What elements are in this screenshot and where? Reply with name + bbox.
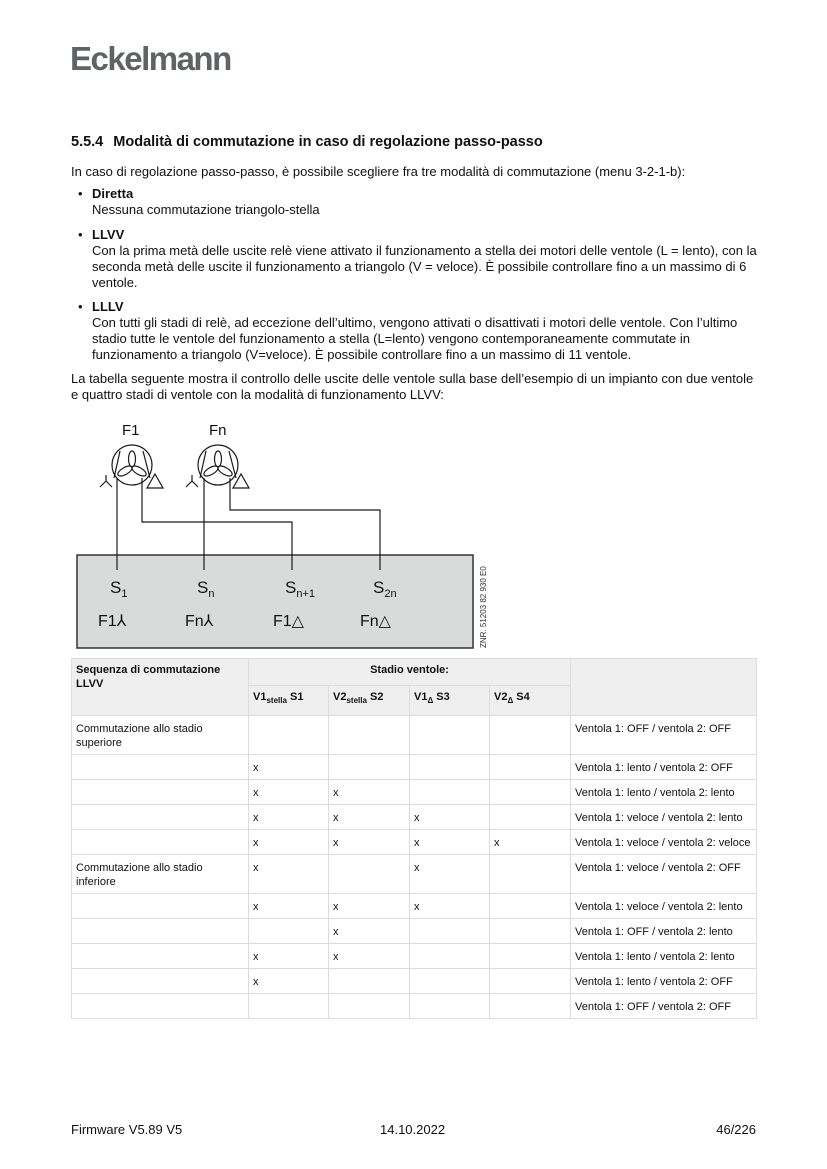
table-row <box>72 855 757 894</box>
table-row <box>72 830 757 855</box>
cell-s1: x <box>249 894 329 919</box>
terminal-box <box>77 555 473 648</box>
cell-result: Ventola 1: veloce / ventola 2: lento <box>571 805 757 830</box>
cell-result: Ventola 1: lento / ventola 2: lento <box>571 944 757 969</box>
bullet-title: LLLV <box>92 299 124 314</box>
cell-s3 <box>410 716 490 755</box>
fan-label: F1 <box>122 422 140 439</box>
cell-s1 <box>249 994 329 1019</box>
table-row <box>72 994 757 1019</box>
bullet-llvv <box>78 227 768 295</box>
cell-s3 <box>410 780 490 805</box>
cell-s3: x <box>410 805 490 830</box>
table-row <box>72 755 757 780</box>
bullet-title: Diretta <box>92 186 134 201</box>
cell-s4 <box>490 780 571 805</box>
output-sn-label: $S_n$ <box>197 578 215 600</box>
bullet-body: Nessuna commutazione triangolo-stella <box>92 202 320 217</box>
cell-sequence: Commutazione allo stadio superiore <box>72 716 249 755</box>
footer-page-number: 46/226 <box>716 1122 756 1137</box>
cell-s1: x <box>249 944 329 969</box>
cell-s2: x <box>329 780 410 805</box>
bullet-lllv <box>78 299 768 367</box>
header-sequence: Sequenza di commutazione LLVV <box>72 659 249 716</box>
output-function-label: F1△ <box>273 613 304 630</box>
table-row <box>72 805 757 830</box>
cell-s4 <box>490 894 571 919</box>
cell-s3 <box>410 755 490 780</box>
bullet-title: LLVV <box>92 227 125 242</box>
cell-result: Ventola 1: OFF / ventola 2: OFF <box>571 716 757 755</box>
footer-firmware: Firmware V5.89 V5 <box>71 1122 183 1137</box>
cell-s2: x <box>329 944 410 969</box>
bullet-icon: • <box>78 227 83 242</box>
bullet-body: Con la prima metà delle uscite relè viene attivato il funzionamento a stella dei motori delle ventole (L = lento), con la seconda metà delle uscite il funzionamento a triangolo (V = veloce). È possibile controllare fino a un massimo di 6 ventole. <box>92 243 757 290</box>
table-row <box>72 919 757 944</box>
table-row <box>72 969 757 994</box>
header-result <box>571 659 757 716</box>
cell-s3: x <box>410 830 490 855</box>
cell-s4 <box>490 805 571 830</box>
cell-s3 <box>410 994 490 1019</box>
cell-s4 <box>490 994 571 1019</box>
drawing-reference: ZNR. 51203 82 930 E0 <box>479 566 488 648</box>
cell-sequence <box>72 894 249 919</box>
cell-s2: x <box>329 919 410 944</box>
output-function-label: Fn△ <box>360 613 391 630</box>
switching-sequence-table <box>71 658 757 1019</box>
cell-s1: x <box>249 805 329 830</box>
cell-sequence <box>72 805 249 830</box>
header-stage-s2: $V2_{stella}$ S2 <box>329 686 410 716</box>
cell-s3: x <box>410 894 490 919</box>
cell-s4 <box>490 855 571 894</box>
section-heading <box>71 134 543 150</box>
footer-date: 14.10.2022 <box>380 1122 446 1137</box>
fan-f1-icon <box>112 445 152 485</box>
cell-s4 <box>490 969 571 994</box>
header-stage-group: Stadio ventole: <box>249 659 571 686</box>
cell-s2 <box>329 716 410 755</box>
cell-s4 <box>490 944 571 969</box>
cell-sequence: Commutazione allo stadio inferiore <box>72 855 249 894</box>
output-s2n-label: $S_{2n}$ <box>373 578 397 600</box>
header-stage-s1: $V1_{stella}$ S1 <box>249 686 329 716</box>
table-row <box>72 944 757 969</box>
cell-result: Ventola 1: OFF / ventola 2: lento <box>571 919 757 944</box>
bullet-icon: • <box>78 186 83 201</box>
cell-result: Ventola 1: OFF / ventola 2: OFF <box>571 994 757 1019</box>
cell-sequence <box>72 755 249 780</box>
cell-sequence <box>72 780 249 805</box>
wiring-diagram-graphic <box>70 415 510 655</box>
brand-logo: Eckelmann <box>70 40 231 77</box>
cell-s4: x <box>490 830 571 855</box>
cell-s4 <box>490 755 571 780</box>
cell-s4 <box>490 716 571 755</box>
cell-result: Ventola 1: lento / ventola 2: OFF <box>571 755 757 780</box>
section-title: Modalità di commutazione in caso di regolazione passo-passo <box>113 134 543 150</box>
cell-s2 <box>329 969 410 994</box>
table-row <box>72 894 757 919</box>
cell-s2 <box>329 755 410 780</box>
cell-result: Ventola 1: veloce / ventola 2: veloce <box>571 830 757 855</box>
cell-result: Ventola 1: lento / ventola 2: OFF <box>571 969 757 994</box>
cell-s1: x <box>249 969 329 994</box>
cell-s1 <box>249 716 329 755</box>
section-number: 5.5.4 <box>71 134 104 150</box>
cell-s1: x <box>249 830 329 855</box>
cell-s4 <box>490 919 571 944</box>
cell-s1: x <box>249 755 329 780</box>
cell-sequence <box>72 969 249 994</box>
bullet-icon: • <box>78 299 83 314</box>
output-function-label: F1⅄ <box>98 613 127 630</box>
cell-sequence <box>72 994 249 1019</box>
cell-result: Ventola 1: veloce / ventola 2: OFF <box>571 855 757 894</box>
cell-s3 <box>410 919 490 944</box>
output-function-label: Fn⅄ <box>185 613 214 630</box>
cell-s2: x <box>329 830 410 855</box>
output-s1-label: $S_1$ <box>110 578 128 600</box>
bullet-diretta <box>78 186 768 222</box>
cell-sequence <box>72 830 249 855</box>
cell-s1: x <box>249 855 329 894</box>
header-stage-s4: $V2_\Delta$ S4 <box>490 686 571 716</box>
header-stage-s3: $V1_\Delta$ S3 <box>410 686 490 716</box>
bullet-body: Con tutti gli stadi di relè, ad eccezione dell’ultimo, vengono attivati o disattivati i motori delle ventole. Con l’ultimo stadio tutte le ventole del funzionamento a stella (L=lento) vengono contemporaneamente commutate in funzionamento a triangolo (V=veloce). È possibile controllare fino a un massimo di 11 ventole. <box>92 315 738 362</box>
table-row <box>72 780 757 805</box>
cell-s2 <box>329 994 410 1019</box>
cell-s2 <box>329 855 410 894</box>
cell-s1 <box>249 919 329 944</box>
delta-icon <box>147 474 249 488</box>
cell-result: Ventola 1: veloce / ventola 2: lento <box>571 894 757 919</box>
cell-s3: x <box>410 855 490 894</box>
cell-s3 <box>410 944 490 969</box>
cell-result: Ventola 1: lento / ventola 2: lento <box>571 780 757 805</box>
cell-sequence <box>72 944 249 969</box>
table-row <box>72 716 757 755</box>
cell-s1: x <box>249 780 329 805</box>
cell-s3 <box>410 969 490 994</box>
cell-sequence <box>72 919 249 944</box>
cell-s2: x <box>329 894 410 919</box>
intro-paragraph: In caso di regolazione passo-passo, è possibile scegliere fra tre modalità di commutazione (menu 3-2-1-b): <box>71 164 686 179</box>
output-sn1-label: $S_{n+1}$ <box>285 578 316 600</box>
table-intro-paragraph: La tabella seguente mostra il controllo delle uscite delle ventole sulla base dell’esempio di un impianto con due ventole e quattro stadi di ventole con la modalità di funzionamento LLVV: <box>71 371 754 402</box>
fan-label: Fn <box>209 422 227 439</box>
cell-s2: x <box>329 805 410 830</box>
wiring-diagram <box>70 415 510 655</box>
